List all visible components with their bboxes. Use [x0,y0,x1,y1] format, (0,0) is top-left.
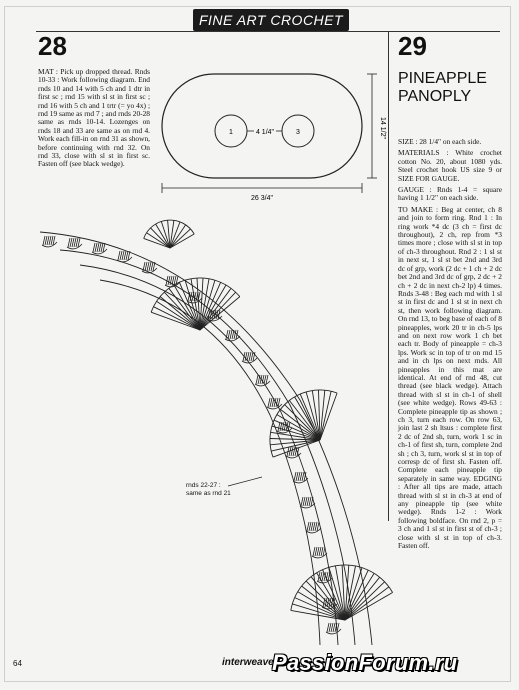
scallop [92,243,107,254]
center-label-distance: 4 1/4" [255,129,275,136]
pattern-29-title: PINEAPPLE PANOPLY [398,70,487,105]
scallop [242,352,257,363]
scallop [312,547,327,558]
watermark: PassionForum.ru [272,650,458,675]
scallop [255,375,270,386]
rounds-note-line-1: rnds 22-27 : [186,482,221,489]
mat-schematic [162,74,386,202]
height-label: 14 1/2" [379,117,386,139]
page-number: 64 [13,659,22,668]
center-label-3: 3 [296,129,300,136]
scallop [306,522,321,533]
scallop [67,238,82,249]
scallop-motifs [42,236,341,634]
materials-paragraph: MATERIALS : White crochet cotton No. 20, about 1080 yds. Steel crochet hook US size 9 or SIZE FOR GAUGE. [398,148,502,183]
pattern-29-number: 29 [398,31,427,61]
pattern-28-number: 28 [38,31,67,61]
rounds-note-line-2: same as rnd 21 [186,490,231,497]
center-label-1: 1 [229,129,233,136]
scallop [142,262,157,273]
inner-edge-path-3 [100,280,320,645]
pineapple-fan [151,278,240,330]
scallop [326,623,341,634]
scallop [293,472,308,483]
header-title: FINE ART CROCHET [198,12,344,28]
scallop [42,236,57,247]
width-label: 26 3/4" [251,195,273,202]
scallop [207,310,222,321]
pineapple-fan [291,565,393,620]
scallop [300,497,315,508]
gauge-paragraph: GAUGE : Rnds 1-4 = square having 1 1/2" on each side. [398,185,502,203]
pineapple-fan [144,220,195,248]
publisher-logo: interweave [222,657,274,668]
size-paragraph: SIZE : 28 1/4" on each side. [398,137,482,146]
to-make-paragraph: TO MAKE : Beg at center, ch 8 and join to form ring. Rnd 1 : In ring work *4 dc (3 ch = first dc throughout), 2 ch, rep from *3 times more ; close with sl st in top of ch-3 throughout. Rnd 2 : 1 sl st in next st, 1 sl st bet 2nd and 3rd dc of grp, work (2 dc + 1 ch + 2 dc bet 2nd and 3rd dc of grp, 2 dc + 2 ch + 2 dc in next ch-2 lp) 4 times. Rnds 3-48 : Beg each rnd with 1 sl st in first dc and 1 sl st in next ch st, then work following diagram. On rnd 13, to beg base of each of 8 pineapples, work 20 tr in ch-5 lps and on next row work 1 ch bet each tr. Body of pineapple = ch-3 lps. Work sc in top of tr on rnd 15 and in ch lps on next rnds. All pineapples in this mat are identical. At end of rnd 48, cut thread (see black wedge). Attach thread with sl st in ch-1 of shell (see white wedge). Rows 49-63 : Complete pineapple tip as shown ; ch 3, turn each row. On row 63, join last 2 sh ltsus : complete first 2 dc of 2nd sh, turn, work 1 sc in ch-1 of first sh, turn, complete 2nd sh ; ch 3, turn, work sl st in top of corresp dc of first sh. Fasten off. Complete each pineapple tip separately in same way. EDGING : After all tips are made, attach thread with sl st in ch-3 at end of any pineapple tip (see white wedge). Rnds 1-2 : Work following boldface. On rnd 2, p = 3 ch and 1 sl st in first st of ch-3 ; close with sl st in top of ch-3. Fasten off. [398,204,502,551]
rounds-note [186,482,266,498]
scallop [117,251,132,262]
oval-outline [162,74,362,178]
pattern-28-paragraph: MAT : Pick up dropped thread. Rnds 10-33 : Work following diagram. End rnds 10 and 14 with 5 ch and 1 dtr in first sc ; rnd 15 with sl st in first sc ; rnd 16 with 5 ch and 1 trtr (= yo 4x) ; rnd 19 same as rnd 7 ; and rnds 20-28 same as rnds 10-14. Lozenges on rnds 18 and 33 are same as on rnd 4. Work each fill-in on rnd 31 as shown, before continuing with rnd 32. On rnd 33, close with sl st in first sc. Fasten off (see black wedge). [38,67,150,169]
fan-motifs [144,220,393,620]
